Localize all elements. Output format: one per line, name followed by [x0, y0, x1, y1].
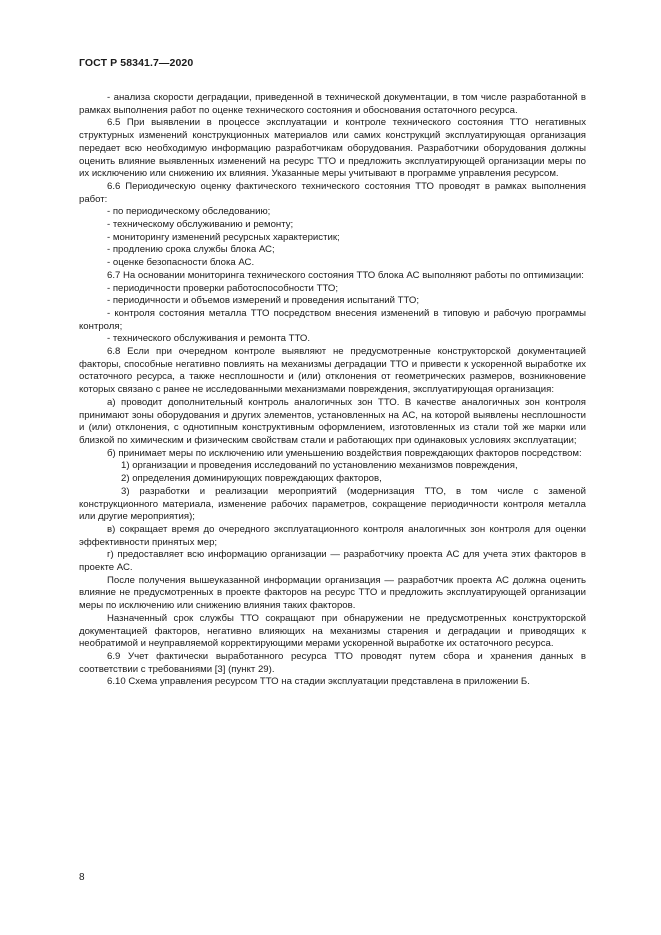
- list-item: - контроля состояния металла ТТО посредством внесения изменений в типовую и рабочую программы контроля;: [79, 307, 586, 332]
- page-number: 8: [79, 872, 85, 883]
- list-item: - периодичности и объемов измерений и проведения испытаний ТТО;: [107, 295, 420, 307]
- list-item: - периодичности проверки работоспособности ТТО;: [107, 282, 339, 294]
- list-item: - по периодическому обследованию;: [107, 206, 271, 218]
- document-body: [79, 92, 586, 689]
- paragraph-after-info: После получения вышеуказанной информации организация — разработчик проекта АС должна оценить влияние не предусмотренных в проекте факторов на ресурс ТТО и предложить эксплуатирующей организации меры по исключению или снижению влияния таких факторов.: [79, 574, 586, 612]
- paragraph-6-7: 6.7 На основании мониторинга технического состояния ТТО блока АС выполняют работы по оптимизации:: [107, 269, 584, 281]
- sub-item-2: 2) определения доминирующих повреждающих факторов,: [121, 473, 382, 485]
- paragraph-6-6: 6.6 Периодическую оценку фактического технического состояния ТТО проводят в рамках выполнения работ:: [79, 180, 586, 205]
- paragraph-6-8-v: в) сокращает время до очередного эксплуатационного контроля аналогичных зон контроля для оценки эффективности принятых мер;: [79, 523, 586, 548]
- paragraph-6-5: 6.5 При выявлении в процессе эксплуатации и контроле технического состояния ТТО негативных структурных изменений конструкционных материалов или самих конструкций эксплуатирующая организация передает всю необходимую информацию разработчикам оборудования. Разработчики оборудования должны оценить влияние выявленных изменений на ресурс ТТО и предложить эксплуатирующей организации меры по их исключению или снижению их влияния. Указанные меры учитывают в программе управления ресурсом.: [79, 117, 586, 180]
- sub-item-1: 1) организации и проведения исследований по установлению механизмов повреждения,: [121, 460, 518, 472]
- list-item: - мониторингу изменений ресурсных характеристик;: [107, 231, 340, 243]
- sub-item-3: 3) разработки и реализации мероприятий (модернизация ТТО, в том числе с заменой конструкционного материала, изменение рабочих параметров, сокращение периодичности контроля металла или другие мероприятия);: [79, 485, 586, 523]
- list-item: - технического обслуживания и ремонта ТТО.: [107, 333, 311, 345]
- paragraph-6-8-a: а) проводит дополнительный контроль аналогичных зон ТТО. В качестве аналогичных зон контроля принимают зоны оборудования и других элементов, установленных на АС, на которой выявлены несплошности и (или) отклонения, с однотипным конструктивным оформлением, изготовленных из стали той же марки или близкой по химическим и физическим свойствам стали и работающих при одинаковых условиях эксплуатации;: [79, 396, 586, 446]
- paragraph-6-10: 6.10 Схема управления ресурсом ТТО на стадии эксплуатации представлена в приложении Б.: [107, 676, 530, 688]
- paragraph-6-9: 6.9 Учет фактически выработанного ресурса ТТО проводят путем сбора и хранения данных в соответствии с требованиями [3] (пункт 29).: [79, 650, 586, 675]
- list-item: - продлению срока службы блока АС;: [107, 244, 275, 256]
- paragraph-6-8: 6.8 Если при очередном контроле выявляют не предусмотренные конструкторской документацией факторы, способные негативно повлиять на механизмы деградации ТТО и привести к ускоренной выработке их остаточного ресурса, а также несплошности и (или) отклонения от геометрических размеров, возникновение которых связано с ранее не исследованными механизмами повреждения, эксплуатирующая организация:: [79, 346, 586, 396]
- paragraph-6-8-g: г) предоставляет всю информацию организации — разработчику проекта АС для учета этих факторов в проекте АС.: [79, 549, 586, 574]
- list-item: - анализа скорости деградации, приведенной в технической документации, в том числе разработанной в рамках выполнения работ по оценке технического состояния и обоснования остаточного ресурса.: [79, 92, 586, 116]
- paragraph-service-life: Назначенный срок службы ТТО сокращают при обнаружении не предусмотренных конструкторской документацией факторов, негативно влияющих на механизмы старения и деградации и приводящих к необратимой и неуправляемой корректирующими мерами ускоренной выработке их остаточного ресурса.: [79, 612, 586, 650]
- paragraph-6-8-b: б) принимает меры по исключению или уменьшению воздействия повреждающих факторов посредством:: [107, 447, 582, 459]
- list-item: - оценке безопасности блока АС.: [107, 257, 255, 269]
- document-header: ГОСТ Р 58341.7—2020: [79, 57, 194, 69]
- list-item: - техническому обслуживанию и ремонту;: [107, 219, 294, 231]
